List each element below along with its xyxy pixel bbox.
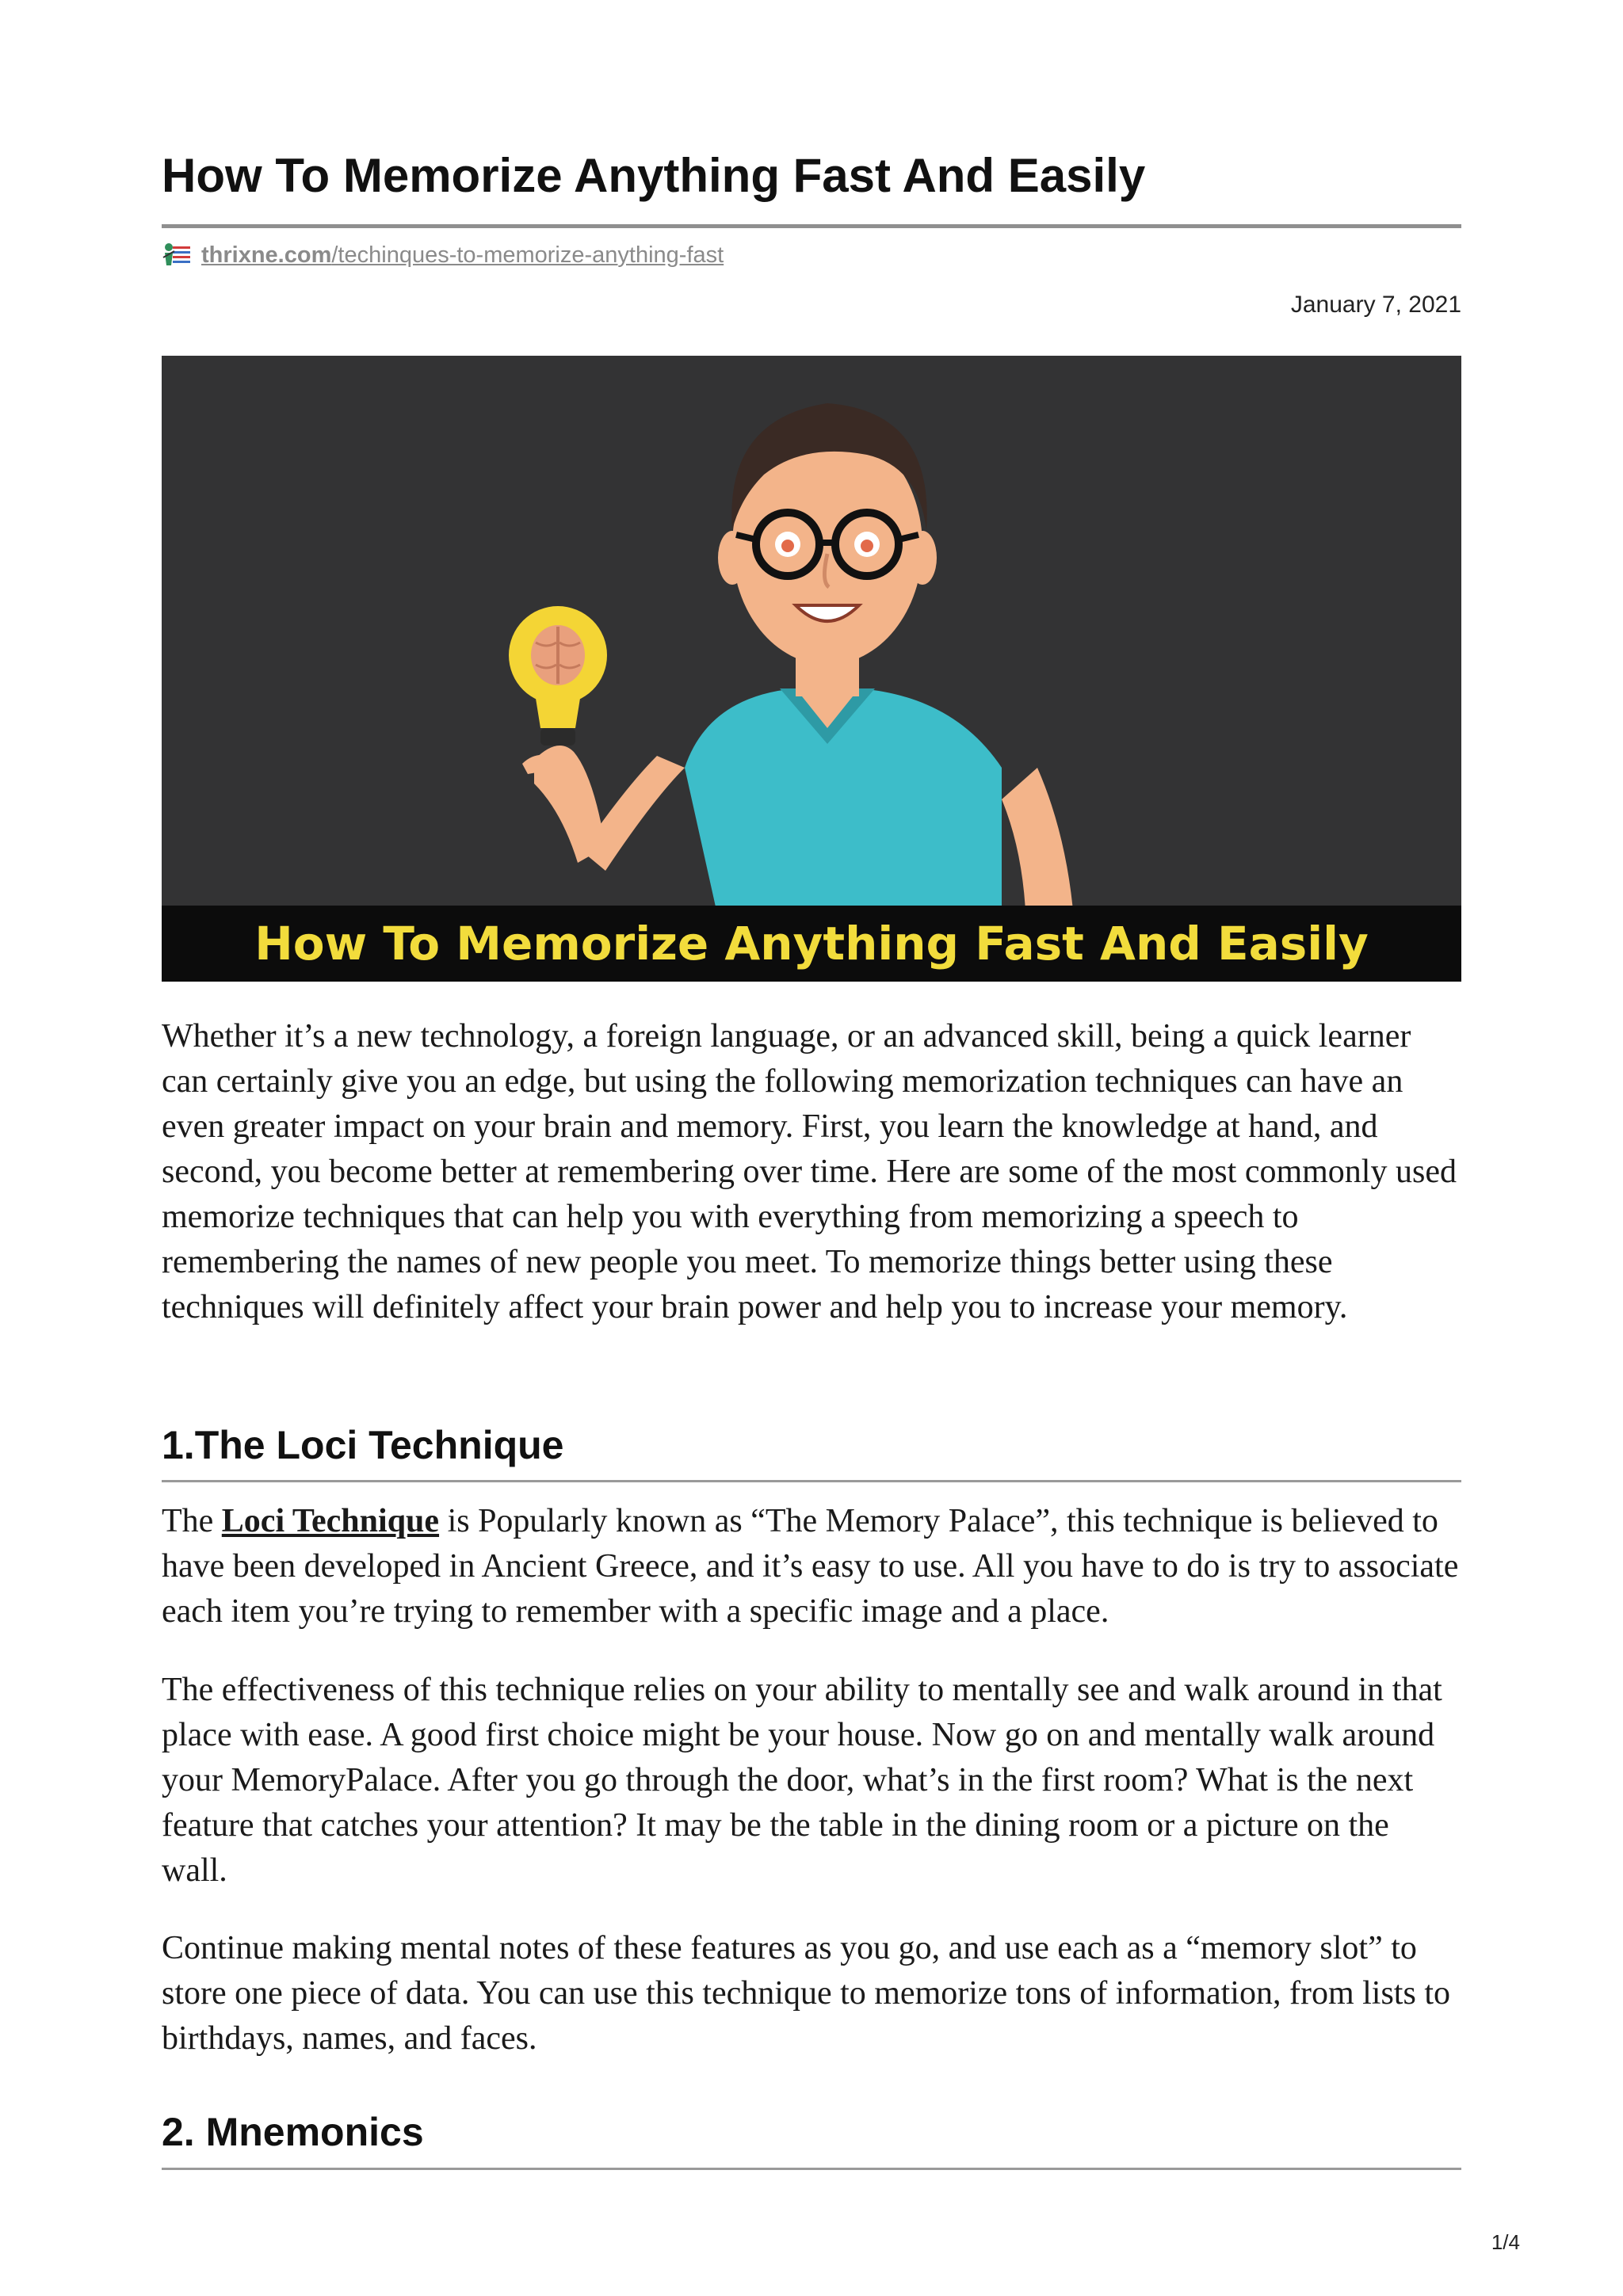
intro-paragraph: Whether it’s a new technology, a foreign language, or an advanced skill, being a quick learner can certainly give you an edge, but using the following memorization techniques can have an even greater impact on your brain and memory. First, you learn the knowledge at hand, and second, you become better at remembering over time. Here are some of the most commonly used memorize techniques that can help you with everything from memorizing a speech to remembering the names of new people you meet. To memorize things better using these techniques will definitely affect your brain power and help you to increase your memory. bbox=[162, 1018, 1457, 1325]
publish-date: January 7, 2021 bbox=[1290, 292, 1461, 318]
section-divider-loci bbox=[162, 1480, 1461, 1482]
page-title: How To Memorize Anything Fast And Easily bbox=[162, 149, 1146, 202]
source-path: /techinques-to-memorize-anything-fast bbox=[331, 242, 724, 268]
loci-paragraph-1 bbox=[162, 1499, 1461, 1634]
loci-p1-after: is Popularly known as “The Memory Palace”, this technique is believed to have been developed in Ancient Greece, and it’s easy to use. All you have to do is try to associate each item you’re trying to remember with a specific image and a place. bbox=[162, 1503, 1459, 1630]
source-url-link[interactable] bbox=[201, 242, 724, 269]
source-row bbox=[162, 239, 724, 271]
section-heading-mnemonics: 2. Mnemonics bbox=[162, 2110, 424, 2154]
page-number: 1/4 bbox=[1491, 2230, 1520, 2254]
hero-caption-bar bbox=[162, 906, 1461, 982]
loci-technique-link[interactable]: Loci Technique bbox=[221, 1503, 440, 1539]
loci-p1-before: The bbox=[162, 1503, 222, 1539]
hero-image bbox=[162, 356, 1461, 982]
title-divider bbox=[162, 224, 1461, 228]
hero-caption: How To Memorize Anything Fast And Easily bbox=[254, 917, 1369, 971]
section-divider-mnemonics bbox=[162, 2168, 1461, 2170]
source-domain: thrixne.com bbox=[201, 242, 332, 268]
loci-paragraph-2: The effectiveness of this technique relies on your ability to mentally see and walk around in that place with ease. A good first choice might be your house. Now go on and mentally walk around your MemoryPalace. After you go through the door, what’s in the first room? What is the next feature that catches your attention? It may be the table in the dining room or a picture on the wall. bbox=[162, 1672, 1442, 1889]
hero-illustration bbox=[162, 356, 1461, 982]
section-heading-loci: 1.The Loci Technique bbox=[162, 1423, 564, 1467]
loci-paragraph-3: Continue making mental notes of these features as you go, and use each as a “memory slot” to store one piece of data. You can use this technique to memorize tons of information, from lists to birthdays, names, and faces. bbox=[162, 1930, 1450, 2057]
site-favicon-icon bbox=[162, 242, 192, 269]
